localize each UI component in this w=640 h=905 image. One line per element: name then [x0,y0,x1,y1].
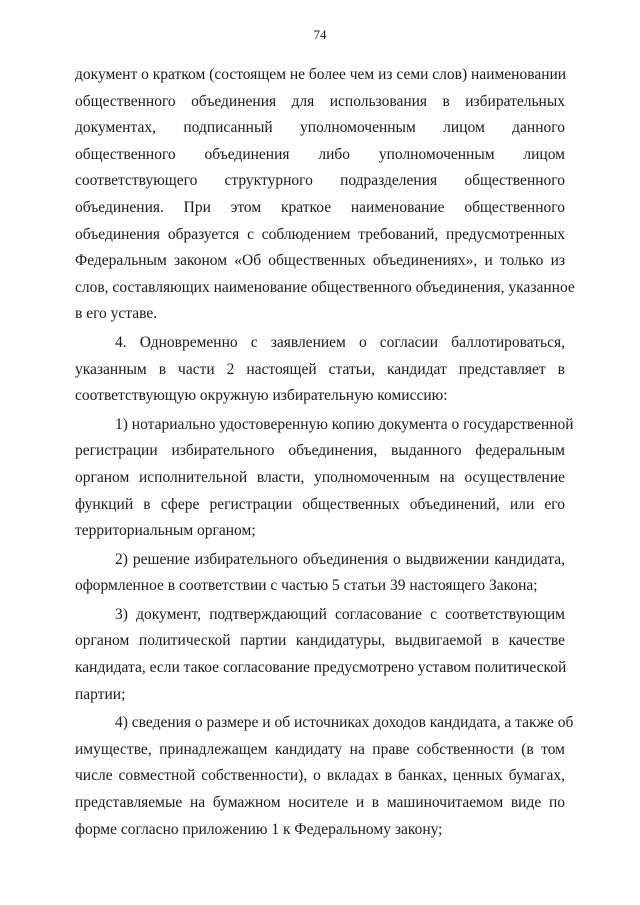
text-line: указанным в части 2 настоящей статьи, кандидат представляет в [75,360,565,378]
text-line: соответствующую окружную избирательную комиссию: [75,387,448,405]
text-line: документ о кратком (состоящем не более чем из семи слов) наименовании [75,66,567,83]
text-line: 4. Одновременно с заявлением о согласии баллотироваться, [115,333,565,351]
paragraph-subitem-4 [75,710,574,843]
text-line: объединения. При этом краткое наименование общественного [75,198,565,216]
paragraph-subitem-2 [75,547,565,600]
text-line: территориальным органом; [75,522,256,540]
text-line: общественного объединения для использования в избирательных [75,92,565,110]
text-line: объединения образуется с соблюдением требований, предусмотренных [75,225,565,243]
text-line: представляемые на бумажном носителе и в машиночитаемом виде по [75,794,565,812]
text-line: общественного объединения либо уполномоченным лицом [75,145,565,163]
text-line: документах, подписанный уполномоченным лицом данного [75,119,565,137]
text-line: кандидата, если такое согласование предусмотрено уставом политической [75,659,567,677]
text-line: имуществе, принадлежащем кандидату на праве собственности (в том [75,740,565,758]
page-number: 74 [313,27,327,42]
text-line: слов, составляющих наименование общественного объединения, указанное [75,278,575,296]
text-line: 2) решение избирательного объединения о выдвижении кандидата, [115,550,565,568]
text-line: регистрации избирательного объединения, выданного федеральным [75,442,565,460]
text-line: 1) нотариально удостоверенную копию документа о государственной [115,415,574,433]
text-line: партии; [75,685,126,703]
text-line: в его уставе. [75,305,158,323]
paragraph-subitem-3 [75,602,565,708]
paragraph-subitem-1 [75,412,574,545]
text-line: Федеральным законом «Об общественных объединениях», и только из [75,252,565,270]
text-line: форме согласно приложению 1 к Федеральному закону; [75,820,443,838]
text-line: 4) сведения о размере и об источниках доходов кандидата, а также об [115,714,574,732]
paragraph-continuation [75,62,575,328]
text-line: соответствующего структурного подразделения общественного [75,172,565,190]
document-body [75,62,575,843]
text-line: 3) документ, подтверждающий согласование с соответствующим [115,605,565,623]
text-line: функций в сфере регистрации общественных объединений, или его [75,495,565,513]
text-line: оформленное в соответствии с частью 5 статьи 39 настоящего Закона; [75,577,538,595]
text-line: числе совместной собственности), о вкладах в банках, ценных бумагах, [75,767,565,785]
text-line: органом политической партии кандидатуры, выдвигаемой в качестве [75,632,565,650]
paragraph-item-4 [75,330,565,410]
text-line: органом исполнительной власти, уполномоченным на осуществление [75,468,565,486]
